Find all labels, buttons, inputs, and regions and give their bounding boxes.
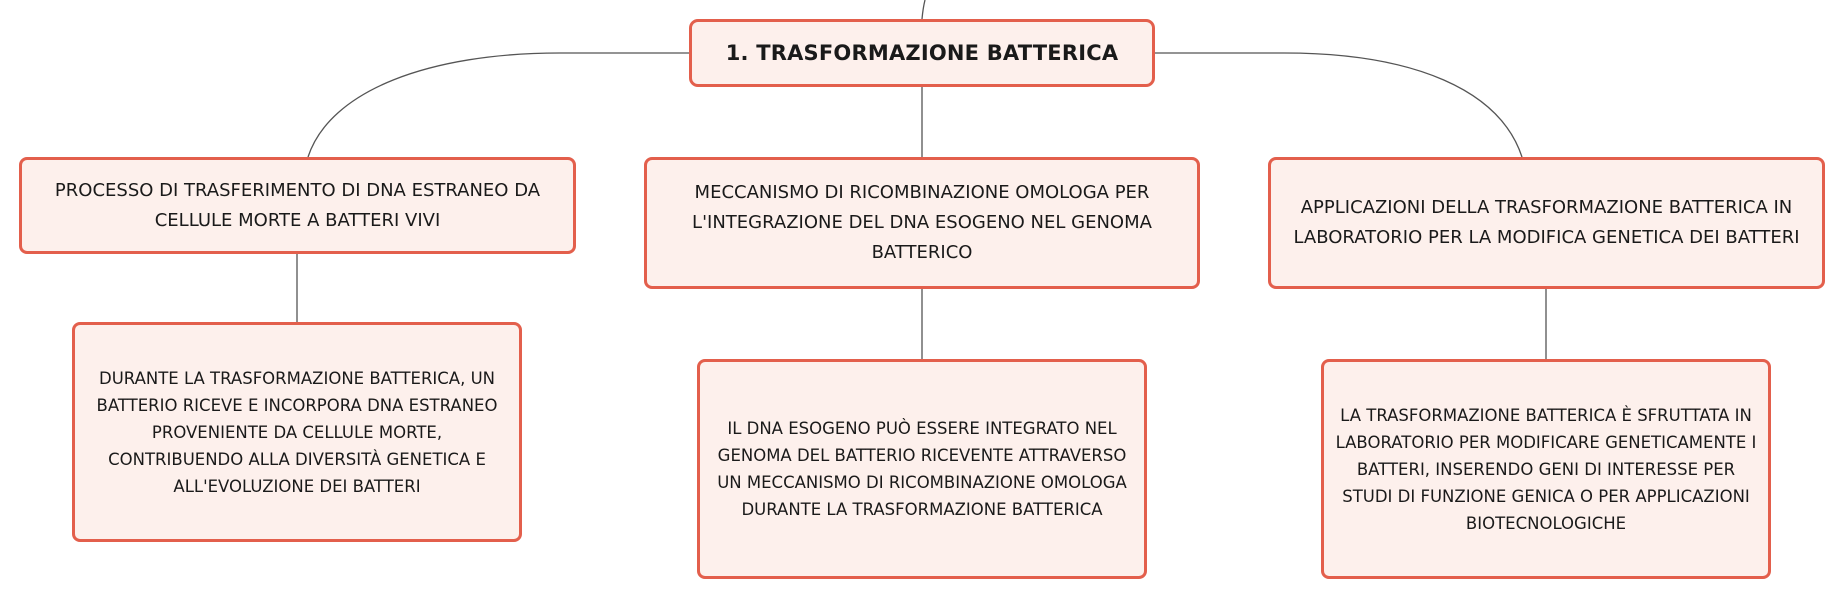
connector-root-left — [308, 53, 689, 157]
topic-node-lab-applications[interactable] — [1268, 157, 1825, 289]
detail-node-transfer-process[interactable] — [72, 322, 522, 542]
topic-node-label: APPLICAZIONI DELLA TRASFORMAZIONE BATTERICA IN LABORATORIO PER LA MODIFICA GENETICA DEI BATTERI — [1293, 197, 1800, 248]
root-node[interactable] — [689, 19, 1155, 87]
connector-root-parent — [922, 0, 925, 19]
detail-node-text: LA TRASFORMAZIONE BATTERICA È SFRUTTATA IN LABORATORIO PER MODIFICARE GENETICAMENTE I BATTERI, INSERENDO GENI DI INTERESSE PER STUDI DI FUNZIONE GENICA O PER APPLICAZIONI BIOTECNOLOGICHE — [1335, 405, 1757, 533]
topic-node-homologous-recombination[interactable] — [644, 157, 1200, 289]
topic-node-label: PROCESSO DI TRASFERIMENTO DI DNA ESTRANEO DA CELLULE MORTE A BATTERI VIVI — [54, 179, 541, 231]
detail-node-lab-applications[interactable] — [1321, 359, 1771, 579]
topic-node-label: MECCANISMO DI RICOMBINAZIONE OMOLOGA PER L'INTEGRAZIONE DEL DNA ESOGENO NEL GENOMA BATTERICO — [692, 182, 1152, 263]
detail-node-homologous-recombination[interactable] — [697, 359, 1147, 579]
topic-node-transfer-process[interactable] — [19, 157, 576, 254]
detail-node-text: DURANTE LA TRASFORMAZIONE BATTERICA, UN BATTERIO RICEVE E INCORPORA DNA ESTRANEO PROVENIENTE DA CELLULE MORTE, CONTRIBUENDO ALLA DIVERSITÀ GENETICA E ALL'EVOLUZIONE DEI BATTERI — [96, 368, 498, 496]
detail-node-text: IL DNA ESOGENO PUÒ ESSERE INTEGRATO NEL GENOMA DEL BATTERIO RICEVENTE ATTRAVERSO UN MECCANISMO DI RICOMBINAZIONE OMOLOGA DURANTE LA TRASFORMAZIONE BATTERICA — [717, 419, 1127, 519]
root-node-label: 1. TRASFORMAZIONE BATTERICA — [725, 41, 1119, 65]
connector-root-right — [1155, 53, 1522, 157]
